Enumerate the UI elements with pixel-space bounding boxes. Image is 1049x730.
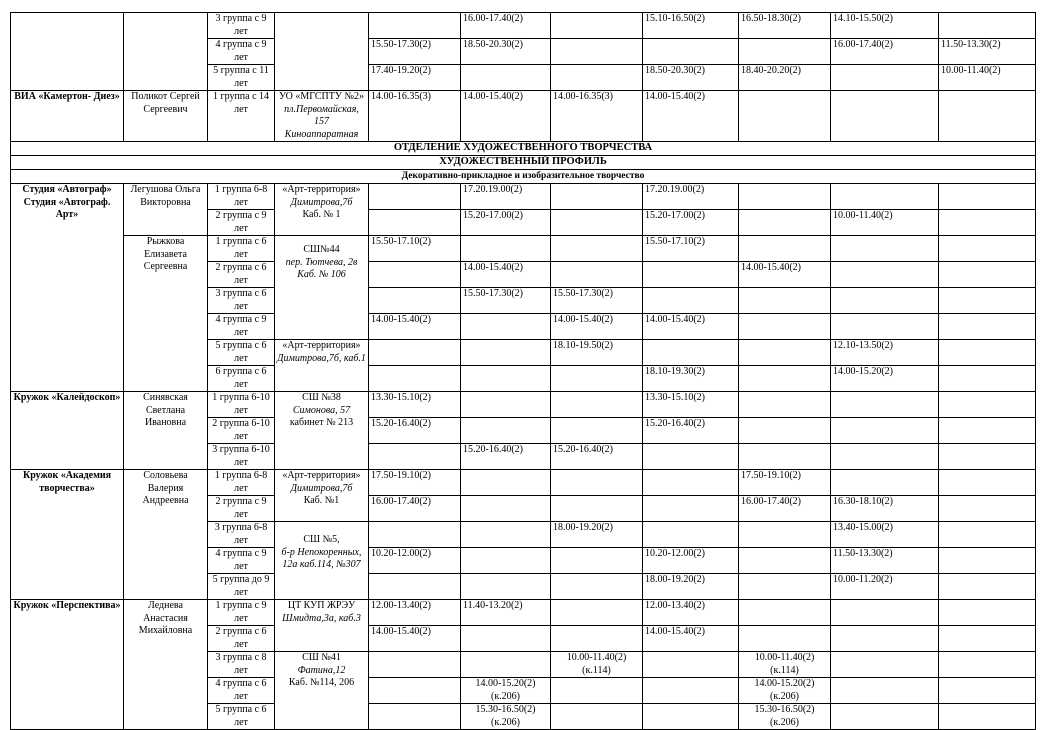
time-cell: 17.50-19.10(2) xyxy=(369,470,461,496)
time-cell xyxy=(461,392,551,418)
time-cell xyxy=(739,340,831,366)
time-cell xyxy=(369,444,461,470)
time-cell xyxy=(461,65,551,91)
time-cell xyxy=(831,91,939,142)
location-line: пер. Тютчева, 2в xyxy=(285,256,358,268)
group-cell: 5 группа с 11 лет xyxy=(208,65,275,91)
time-cell: 18.10-19.30(2) xyxy=(643,366,739,392)
time-cell xyxy=(461,236,551,262)
time-cell xyxy=(551,600,643,626)
club-cell xyxy=(11,13,124,91)
time-cell xyxy=(551,470,643,496)
time-cell xyxy=(739,522,831,548)
time-cell: 14.00-16.35(3) xyxy=(551,91,643,142)
location-line: 12а каб.114, №307 xyxy=(282,559,361,570)
time-cell: 10.00-11.40(2) (к.114) xyxy=(739,652,831,678)
time-cell: 18.10-19.50(2) xyxy=(551,340,643,366)
location-cell xyxy=(275,392,369,470)
time-cell xyxy=(551,39,643,65)
time-cell xyxy=(831,470,939,496)
group-cell: 1 группа с 6 лет xyxy=(208,236,275,262)
time-cell xyxy=(369,13,461,39)
time-cell: 15.30-16.50(2) (к.206) xyxy=(739,704,831,730)
time-cell xyxy=(369,574,461,600)
time-cell xyxy=(739,418,831,444)
time-cell xyxy=(461,314,551,340)
time-cell xyxy=(551,65,643,91)
time-cell xyxy=(831,652,939,678)
time-cell xyxy=(643,288,739,314)
location-line: Каб. №1 xyxy=(303,495,340,506)
time-cell xyxy=(939,496,1036,522)
group-cell: 4 группа с 9 лет xyxy=(208,314,275,340)
time-cell xyxy=(831,236,939,262)
time-cell xyxy=(461,470,551,496)
time-cell xyxy=(831,288,939,314)
time-cell xyxy=(939,210,1036,236)
time-cell xyxy=(461,522,551,548)
time-cell: 14.00-15.40(2) xyxy=(739,262,831,288)
table-row xyxy=(11,13,1036,39)
location-line: Каб. № 106 xyxy=(297,269,346,280)
time-cell xyxy=(551,210,643,236)
time-cell xyxy=(939,236,1036,262)
time-cell xyxy=(551,13,643,39)
time-cell: 15.20-16.40(2) xyxy=(643,418,739,444)
time-cell: 16.30-18.10(2) xyxy=(831,496,939,522)
time-cell: 16.00-17.40(2) xyxy=(831,39,939,65)
time-cell xyxy=(369,340,461,366)
table-row xyxy=(11,600,1036,626)
time-cell xyxy=(831,392,939,418)
time-cell: 12.00-13.40(2) xyxy=(643,600,739,626)
time-cell xyxy=(461,652,551,678)
time-cell: 18.00-19.20(2) xyxy=(551,522,643,548)
location-line: Киноаппаратная xyxy=(284,128,359,140)
location-line: СШ №38 xyxy=(302,392,341,403)
time-cell xyxy=(643,340,739,366)
group-cell: 3 группа с 6 лет xyxy=(208,288,275,314)
section-row xyxy=(11,170,1036,184)
time-cell xyxy=(739,600,831,626)
time-cell: 16.50-18.30(2) xyxy=(739,13,831,39)
time-cell: 16.00-17.40(2) xyxy=(369,496,461,522)
time-cell xyxy=(551,418,643,444)
time-cell xyxy=(461,418,551,444)
location-line: кабинет № 213 xyxy=(289,417,354,428)
time-cell: 17.50-19.10(2) xyxy=(739,470,831,496)
time-cell: 14.00-15.40(2) xyxy=(461,91,551,142)
time-cell: 14.00-15.40(2) xyxy=(369,314,461,340)
time-cell xyxy=(831,184,939,210)
table-row xyxy=(11,470,1036,496)
time-cell: 14.00-15.20(2) xyxy=(831,366,939,392)
club-name: ВИА «Камертон- Диез» xyxy=(11,91,124,142)
time-cell xyxy=(939,574,1036,600)
time-cell: 14.00-15.40(2) xyxy=(643,626,739,652)
time-cell xyxy=(939,184,1036,210)
time-cell: 17.40-19.20(2) xyxy=(369,65,461,91)
time-cell: 14.00-16.35(3) xyxy=(369,91,461,142)
group-cell: 1 группа с 9 лет xyxy=(208,600,275,626)
time-cell: 10.00-11.40(2) xyxy=(939,65,1036,91)
time-cell xyxy=(739,574,831,600)
time-cell: 11.50-13.30(2) xyxy=(939,39,1036,65)
time-cell xyxy=(939,704,1036,730)
time-cell xyxy=(739,392,831,418)
location-cell xyxy=(275,13,369,91)
time-cell: 15.20-16.40(2) xyxy=(551,444,643,470)
time-cell: 10.20-12.00(2) xyxy=(643,548,739,574)
time-cell xyxy=(939,288,1036,314)
time-cell xyxy=(551,366,643,392)
club-name: Кружок «Перспектива» xyxy=(11,600,124,730)
time-cell xyxy=(643,39,739,65)
time-cell xyxy=(739,91,831,142)
teacher-name: Синявская Светлана Ивановна xyxy=(124,392,208,470)
time-cell xyxy=(643,470,739,496)
time-cell xyxy=(939,366,1036,392)
time-cell xyxy=(739,366,831,392)
time-cell xyxy=(369,366,461,392)
location-cell xyxy=(275,600,369,652)
group-cell: 5 группа с 6 лет xyxy=(208,340,275,366)
time-cell xyxy=(643,522,739,548)
time-cell xyxy=(831,600,939,626)
section-row xyxy=(11,156,1036,170)
time-cell: 14.10-15.50(2) xyxy=(831,13,939,39)
teacher-cell xyxy=(124,13,208,91)
club-name: Кружок «Калейдоскоп» xyxy=(11,392,124,470)
time-cell xyxy=(551,704,643,730)
location-line: «Арт-территория» xyxy=(282,340,361,351)
time-cell xyxy=(461,340,551,366)
time-cell: 14.00-15.40(2) xyxy=(461,262,551,288)
time-cell xyxy=(551,184,643,210)
location-line: «Арт-территория» xyxy=(282,470,361,481)
time-cell xyxy=(739,548,831,574)
time-cell xyxy=(369,704,461,730)
location-cell xyxy=(275,184,369,236)
time-cell: 15.50-17.10(2) xyxy=(643,236,739,262)
teacher-name: Рыжкова Елизавета Сергеевна xyxy=(124,236,208,392)
time-cell: 14.00-15.20(2) (к.206) xyxy=(461,678,551,704)
location-line: Димитрова,7б xyxy=(290,482,353,494)
group-cell: 3 группа 6-10 лет xyxy=(208,444,275,470)
time-cell: 15.10-16.50(2) xyxy=(643,13,739,39)
table-row xyxy=(11,392,1036,418)
time-cell xyxy=(939,418,1036,444)
time-cell xyxy=(939,392,1036,418)
time-cell: 14.00-15.40(2) xyxy=(369,626,461,652)
location-cell xyxy=(275,340,369,392)
time-cell xyxy=(831,704,939,730)
time-cell: 10.00-11.40(2) xyxy=(831,210,939,236)
time-cell xyxy=(461,574,551,600)
time-cell xyxy=(939,470,1036,496)
time-cell xyxy=(551,574,643,600)
teacher-name: Легушова Ольга Викторовна xyxy=(124,184,208,236)
time-cell xyxy=(939,13,1036,39)
location-line: Димитрова,7б, каб.1 xyxy=(277,352,366,364)
time-cell: 15.50-17.10(2) xyxy=(369,236,461,262)
time-cell: 11.50-13.30(2) xyxy=(831,548,939,574)
time-cell: 17.20.19.00(2) xyxy=(643,184,739,210)
time-cell xyxy=(939,600,1036,626)
time-cell xyxy=(739,288,831,314)
group-cell: 4 группа с 9 лет xyxy=(208,548,275,574)
time-cell: 16.00-17.40(2) xyxy=(461,13,551,39)
time-cell xyxy=(369,652,461,678)
time-cell: 18.00-19.20(2) xyxy=(643,574,739,600)
time-cell: 15.20-16.40(2) xyxy=(369,418,461,444)
time-cell xyxy=(939,340,1036,366)
time-cell: 13.40-15.00(2) xyxy=(831,522,939,548)
time-cell xyxy=(551,236,643,262)
group-cell: 3 группа с 8 лет xyxy=(208,652,275,678)
time-cell: 15.30-16.50(2) (к.206) xyxy=(461,704,551,730)
time-cell xyxy=(369,288,461,314)
time-cell xyxy=(551,678,643,704)
time-cell xyxy=(369,678,461,704)
time-cell: 14.00-15.40(2) xyxy=(551,314,643,340)
group-cell: 2 группа с 9 лет xyxy=(208,210,275,236)
time-cell xyxy=(739,314,831,340)
group-cell: 4 группа с 9 лет xyxy=(208,39,275,65)
time-cell xyxy=(461,548,551,574)
time-cell xyxy=(831,65,939,91)
section-row xyxy=(11,142,1036,156)
location-cell xyxy=(275,522,369,600)
time-cell xyxy=(831,262,939,288)
time-cell xyxy=(739,210,831,236)
time-cell xyxy=(939,91,1036,142)
time-cell: 10.00-11.40(2) (к.114) xyxy=(551,652,643,678)
time-cell xyxy=(643,262,739,288)
time-cell: 11.40-13.20(2) xyxy=(461,600,551,626)
time-cell xyxy=(369,210,461,236)
location-line: Фатина,12 xyxy=(297,664,346,676)
time-cell xyxy=(461,626,551,652)
time-cell: 14.00-15.20(2) (к.206) xyxy=(739,678,831,704)
time-cell: 18.40-20.20(2) xyxy=(739,65,831,91)
group-cell: 3 группа с 9 лет xyxy=(208,13,275,39)
time-cell xyxy=(739,444,831,470)
club-name: Кружок «Академия творчества» xyxy=(11,470,124,600)
time-cell: 13.30-15.10(2) xyxy=(643,392,739,418)
group-cell: 1 группа 6-10 лет xyxy=(208,392,275,418)
time-cell xyxy=(831,626,939,652)
group-cell: 4 группа с 6 лет xyxy=(208,678,275,704)
time-cell xyxy=(461,366,551,392)
time-cell: 18.50-20.30(2) xyxy=(461,39,551,65)
time-cell xyxy=(551,496,643,522)
location-line: УО «МГСПТУ №2» xyxy=(279,91,364,102)
time-cell xyxy=(739,626,831,652)
time-cell xyxy=(739,236,831,262)
group-cell: 1 группа 6-8 лет xyxy=(208,184,275,210)
group-cell: 1 группа 6-8 лет xyxy=(208,470,275,496)
time-cell xyxy=(939,262,1036,288)
club-name: Студия «Автограф» Студия «Автограф. Арт» xyxy=(11,184,124,392)
schedule-table xyxy=(10,12,1036,730)
time-cell: 15.50-17.30(2) xyxy=(461,288,551,314)
location-line: СШ №41 xyxy=(302,652,341,663)
group-cell: 2 группа с 9 лет xyxy=(208,496,275,522)
location-line: СШ№44 xyxy=(303,244,340,255)
time-cell xyxy=(643,444,739,470)
group-cell: 2 группа с 6 лет xyxy=(208,262,275,288)
time-cell xyxy=(551,262,643,288)
time-cell xyxy=(551,548,643,574)
location-line: ЦТ КУП ЖРЭУ xyxy=(287,600,356,611)
location-line: СШ №5, xyxy=(303,534,340,545)
time-cell xyxy=(643,704,739,730)
time-cell xyxy=(831,678,939,704)
time-cell: 10.20-12.00(2) xyxy=(369,548,461,574)
time-cell: 18.50-20.30(2) xyxy=(643,65,739,91)
time-cell: 10.00-11.20(2) xyxy=(831,574,939,600)
teacher-name: Соловьева Валерия Андреевна xyxy=(124,470,208,600)
time-cell: 15.20-16.40(2) xyxy=(461,444,551,470)
location-line: Симонова, 57 xyxy=(292,404,351,416)
teacher-name: Леднева Анастасия Михайловна xyxy=(124,600,208,730)
time-cell xyxy=(369,184,461,210)
time-cell: 15.20-17.00(2) xyxy=(461,210,551,236)
group-cell: 3 группа 6-8 лет xyxy=(208,522,275,548)
time-cell: 12.00-13.40(2) xyxy=(369,600,461,626)
location-line: Димитрова,7б xyxy=(290,196,353,208)
group-cell: 1 группа с 14 лет xyxy=(208,91,275,142)
group-cell: 5 группа до 9 лет xyxy=(208,574,275,600)
time-cell xyxy=(831,418,939,444)
time-cell xyxy=(551,392,643,418)
time-cell: 17.20.19.00(2) xyxy=(461,184,551,210)
time-cell xyxy=(939,522,1036,548)
time-cell xyxy=(369,262,461,288)
time-cell xyxy=(643,652,739,678)
time-cell: 15.50-17.30(2) xyxy=(551,288,643,314)
location-line: «Арт-территория» xyxy=(282,184,361,195)
group-cell: 6 группа с 6 лет xyxy=(208,366,275,392)
time-cell: 15.50-17.30(2) xyxy=(369,39,461,65)
time-cell: 15.20-17.00(2) xyxy=(643,210,739,236)
time-cell xyxy=(369,522,461,548)
location-line: Каб. № 1 xyxy=(302,209,341,220)
time-cell: 16.00-17.40(2) xyxy=(739,496,831,522)
time-cell: 14.00-15.40(2) xyxy=(643,314,739,340)
time-cell xyxy=(939,548,1036,574)
group-cell: 5 группа с 6 лет xyxy=(208,704,275,730)
time-cell xyxy=(739,39,831,65)
location-line: б-р Непокоренных, xyxy=(281,546,362,558)
section-subtitle: Декоративно-прикладное и изобразительное творчество xyxy=(11,170,1036,184)
table-row xyxy=(11,236,1036,262)
time-cell xyxy=(461,496,551,522)
time-cell xyxy=(831,314,939,340)
location-cell xyxy=(275,470,369,522)
location-line: Шмидта,3а, каб.3 xyxy=(282,612,361,624)
time-cell: 12.10-13.50(2) xyxy=(831,340,939,366)
teacher-name: Поликот Сергей Сергеевич xyxy=(124,91,208,142)
time-cell xyxy=(739,184,831,210)
time-cell: 14.00-15.40(2) xyxy=(643,91,739,142)
location-cell xyxy=(275,652,369,730)
time-cell xyxy=(939,652,1036,678)
time-cell xyxy=(643,496,739,522)
group-cell: 2 группа с 6 лет xyxy=(208,626,275,652)
time-cell xyxy=(939,444,1036,470)
section-title: ХУДОЖЕСТВЕННЫЙ ПРОФИЛЬ xyxy=(11,156,1036,170)
time-cell: 13.30-15.10(2) xyxy=(369,392,461,418)
time-cell xyxy=(939,678,1036,704)
location-cell xyxy=(275,91,369,142)
time-cell xyxy=(939,626,1036,652)
location-cell xyxy=(275,236,369,340)
time-cell xyxy=(831,444,939,470)
table-row xyxy=(11,184,1036,210)
time-cell xyxy=(939,314,1036,340)
table-row xyxy=(11,91,1036,142)
location-line: пл.Первомайская, 157 xyxy=(284,103,359,127)
location-line: Каб. №114, 206 xyxy=(288,677,355,688)
group-cell: 2 группа 6-10 лет xyxy=(208,418,275,444)
time-cell xyxy=(551,626,643,652)
time-cell xyxy=(643,678,739,704)
section-title: ОТДЕЛЕНИЕ ХУДОЖЕСТВЕННОГО ТВОРЧЕСТВА xyxy=(11,142,1036,156)
